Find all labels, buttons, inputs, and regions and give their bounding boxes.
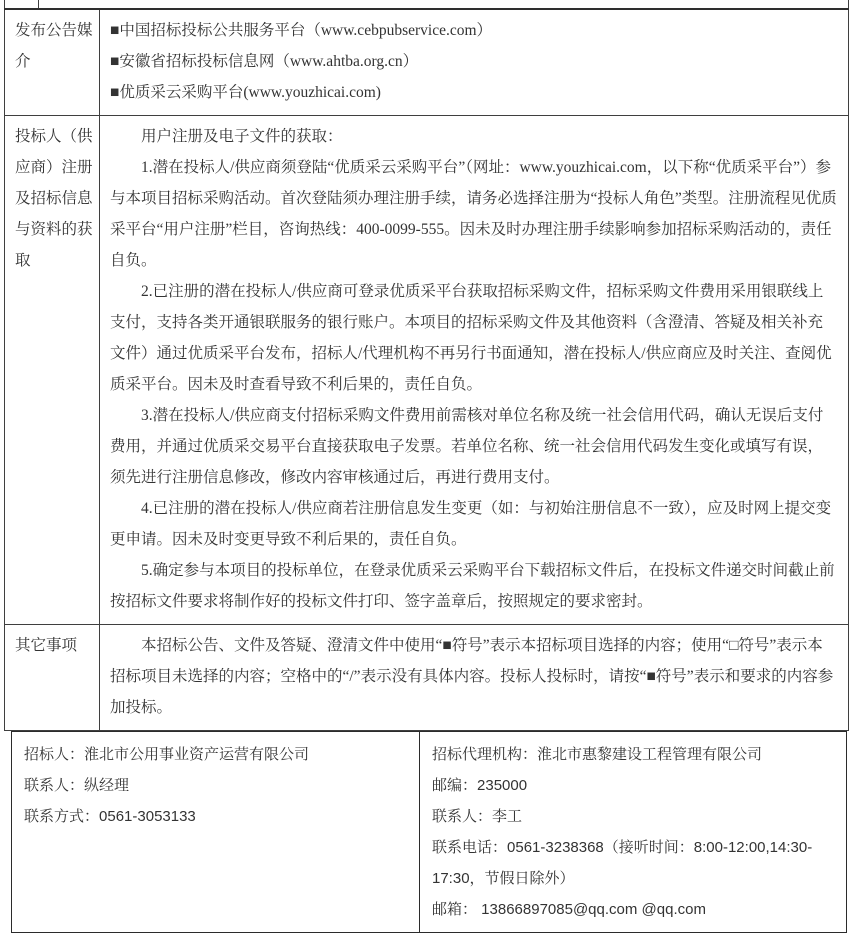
tenderer-name-label: 招标人： bbox=[24, 746, 85, 763]
agency-name-line bbox=[432, 739, 836, 770]
row-header-other-matters: 其它事项 bbox=[5, 625, 100, 731]
agency-postcode-line bbox=[432, 770, 836, 801]
tenderer-phone-value: 0561-3053133 bbox=[99, 808, 196, 825]
tenderer-contact-person-label: 联系人： bbox=[24, 777, 85, 794]
agency-email-label: 邮箱： bbox=[432, 901, 478, 918]
agency-name-value: 淮北市惠黎建设工程管理有限公司 bbox=[537, 746, 763, 763]
agency-email-line bbox=[432, 894, 836, 925]
agency-contact-person-label: 联系人： bbox=[432, 808, 493, 825]
agency-postcode-label: 邮编： bbox=[432, 777, 478, 794]
registration-paragraph: 3.潜在投标人/供应商支付招标采购文件费用前需核对单位名称及统一社会信用代码，确认无误后支付费用，并通过优质采交易平台直接获取电子发票。若单位名称、统一社会信用代码发生变化或填写有误，须先进行注册信息修改，修改内容审核通过后，再进行费用支付。 bbox=[110, 407, 824, 486]
row-header-registration: 投标人（供应商）注册及招标信息与资料的获取 bbox=[5, 116, 100, 625]
agency-email-value: 13866897085@qq.com @qq.com bbox=[477, 901, 706, 918]
agency-contact-person-line bbox=[432, 801, 836, 832]
agency-contact-cell bbox=[420, 732, 847, 933]
agency-postcode-value: 235000 bbox=[477, 777, 528, 794]
tenderer-phone-label: 联系方式： bbox=[24, 808, 100, 825]
tenderer-name-value: 淮北市公用事业资产运营有限公司 bbox=[84, 746, 310, 763]
table-row-other-matters bbox=[5, 625, 849, 731]
publication-media-item: ■安徽省招标投标信息网（www.ahtba.org.cn） bbox=[110, 53, 419, 70]
table-row-registration bbox=[5, 116, 849, 625]
tenderer-contact-person-value: 纵经理 bbox=[84, 777, 130, 794]
row-header-publication-media: 发布公告媒介 bbox=[5, 9, 100, 116]
tenderer-contact-person-line bbox=[24, 770, 409, 801]
registration-paragraph: 2.已注册的潜在投标人/供应商可登录优质采平台获取招标采购文件，招标采购文件费用采用银联线上支付，支持各类开通银联服务的银行账户。本项目的招标采购文件及其他资料（含澄清、答疑及相关补充文件）通过优质采平台发布，招标人/代理机构不再另行书面通知，潜在投标人/供应商应及时关注、查阅优质采平台。因未及时查看导致不利后果的，责任自负。 bbox=[110, 283, 832, 393]
agency-phone-line bbox=[432, 832, 836, 894]
tenderer-name-line bbox=[24, 739, 409, 770]
tenderer-contact-cell bbox=[12, 732, 420, 933]
registration-paragraph: 5.确定参与本项目的投标单位，在登录优质采云采购平台下载招标文件后，在投标文件递交时间截止前按招标文件要求将制作好的投标文件打印、签字盖章后，按照规定的要求密封。 bbox=[110, 562, 835, 610]
announcement-info-table bbox=[4, 8, 849, 731]
registration-paragraph: 1.潜在投标人/供应商须登陆“优质采云采购平台”（网址：www.youzhicai.com，以下称“优质采平台”）参与本项目招标采购活动。首次登陆须办理注册手续，请务必选择注册为“投标人角色”类型。注册流程见优质采平台“用户注册”栏目，咨询热线：400-0099-555。因未及时办理注册手续影响参加招标采购活动的，责任自负。 bbox=[110, 159, 837, 269]
other-matters-cell bbox=[100, 625, 849, 731]
registration-paragraph: 用户注册及电子文件的获取： bbox=[141, 128, 343, 145]
agency-name-label: 招标代理机构： bbox=[432, 746, 538, 763]
contacts-row bbox=[12, 732, 847, 933]
publication-media-item: ■中国招标投标公共服务平台（www.cebpubservice.com） bbox=[110, 22, 493, 39]
table-top-cutoff-row bbox=[4, 0, 849, 8]
agency-phone-value: 0561-3238368（接听时间：8:00-12:00,14:30-17:30，节假日除外） bbox=[432, 839, 813, 887]
registration-paragraph: 4.已注册的潜在投标人/供应商若注册信息发生变更（如：与初始注册信息不一致），应及时网上提交变更申请。因未及时变更导致不利后果的，责任自负。 bbox=[110, 500, 832, 548]
table-row-publication-media bbox=[5, 9, 849, 116]
registration-cell bbox=[100, 116, 849, 625]
publication-media-item: ■优质采云采购平台(www.youzhicai.com) bbox=[110, 84, 381, 101]
contacts-table bbox=[11, 731, 847, 933]
publication-media-cell bbox=[100, 9, 849, 116]
other-matters-text: 本招标公告、文件及答疑、澄清文件中使用“■符号”表示本招标项目选择的内容；使用“□符号”表示本招标项目未选择的内容；空格中的“/”表示没有具体内容。投标人投标时，请按“■符号”表示和要求的内容参加投标。 bbox=[110, 637, 834, 716]
tenderer-phone-line bbox=[24, 801, 409, 832]
agency-phone-label: 联系电话： bbox=[432, 839, 508, 856]
agency-contact-person-value: 李工 bbox=[492, 808, 523, 825]
cutoff-row-column-divider bbox=[38, 0, 39, 8]
